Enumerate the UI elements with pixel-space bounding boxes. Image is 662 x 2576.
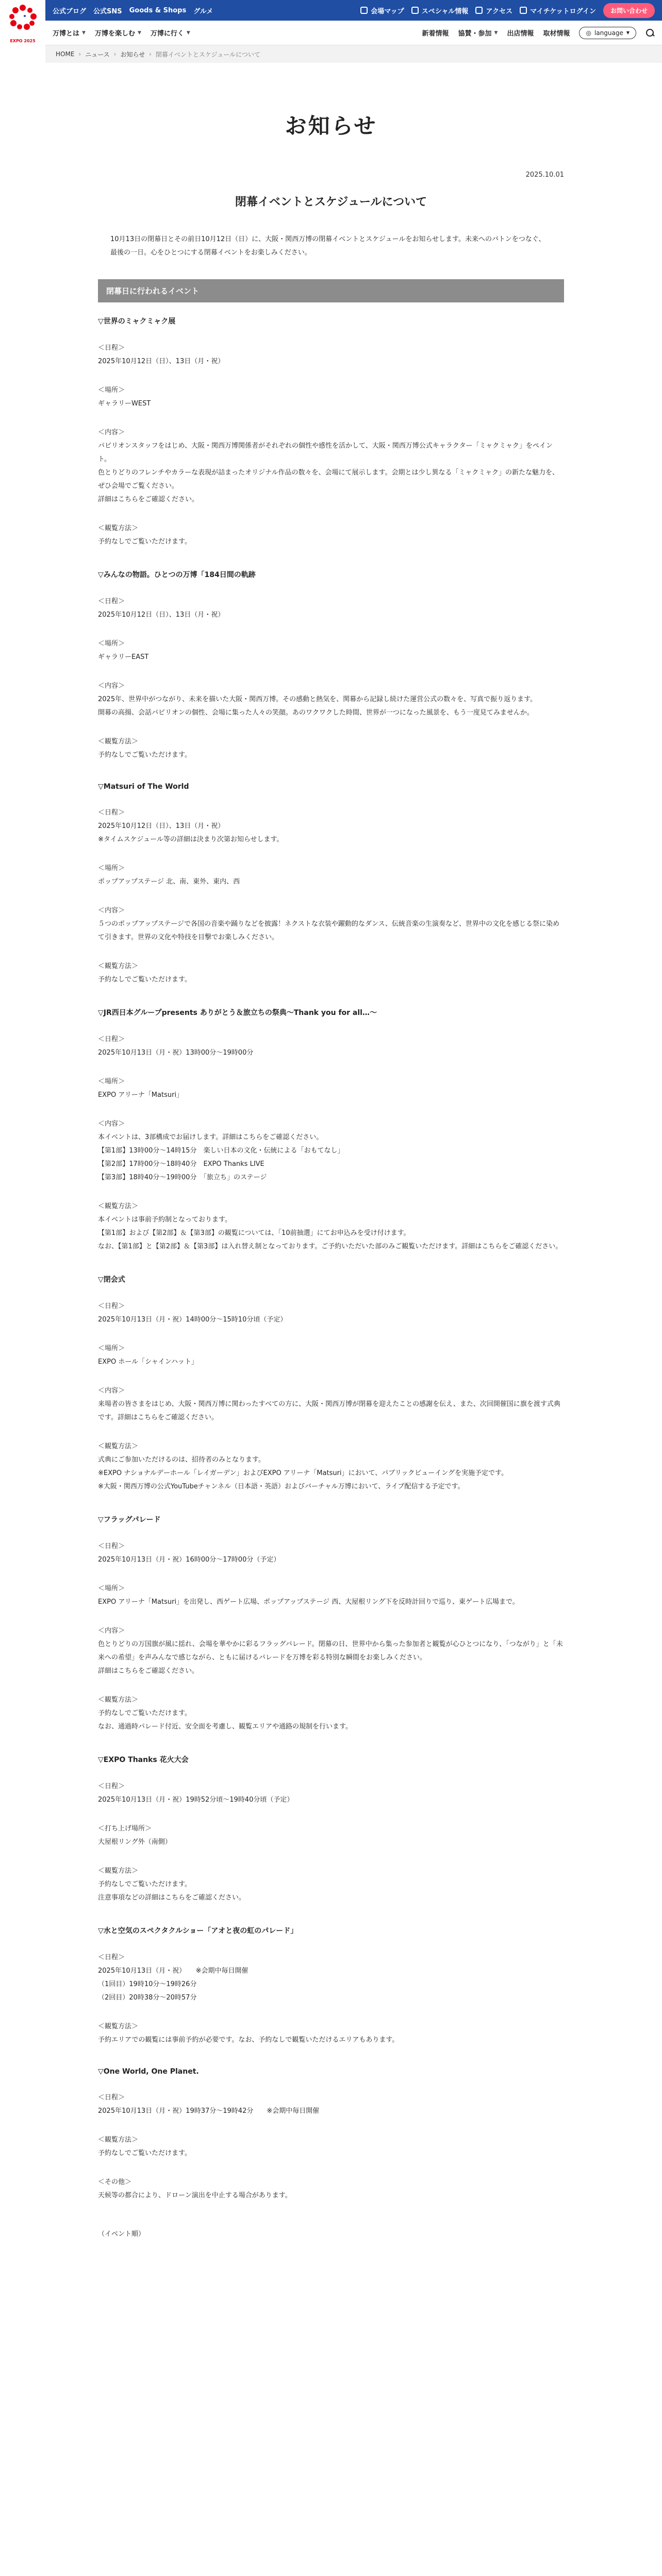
event-item <box>98 569 564 762</box>
event-block-text: 2025年10月12日（日）、13日（月・祝） <box>98 358 225 365</box>
event-block-label: ＜日程＞ <box>98 1302 125 1310</box>
event-block-label: ＜日程＞ <box>98 1036 125 1043</box>
event-block <box>98 1540 564 1567</box>
event-block <box>98 960 564 987</box>
ticket-icon <box>520 7 527 14</box>
breadcrumb-current: 閉幕イベントとスケジュールについて <box>155 50 260 58</box>
event-block <box>98 1693 564 1734</box>
top-link-blog[interactable]: 公式ブログ <box>53 7 87 15</box>
language-label: language <box>594 29 623 37</box>
chevron-down-icon: ▼ <box>82 30 86 36</box>
nav-news[interactable]: 新着情報 <box>422 30 449 38</box>
article <box>98 171 564 2238</box>
article-title: 閉幕イベントとスケジュールについて <box>235 196 427 209</box>
event-block <box>98 1822 564 1849</box>
event-block <box>98 1075 564 1102</box>
event-block <box>98 1440 564 1494</box>
event-block-label: ＜観覧方法＞ <box>98 962 139 970</box>
event-block-label: ＜場所＞ <box>98 1078 125 1086</box>
event-item <box>98 1754 564 1905</box>
event-block-label: ＜日程＞ <box>98 1954 125 1961</box>
event-title: ▽JR西日本グループpresents ありがとう＆旅立ちの祭典～Thank you for all…～ <box>98 1009 377 1017</box>
event-block-text: 2025年10月13日（月・祝）13時00分～19時00分 <box>98 1049 254 1057</box>
event-block-text: EXPO アリーナ「Matsuri」を出発し、西ゲート広場、ポップアップステージ 西、大屋根リング下を反時計回りで巡り、東ゲート広場まで。 <box>98 1598 519 1606</box>
breadcrumb-news[interactable]: ニュース <box>85 50 110 58</box>
nav-sponsor-label: 協賛・参加 <box>458 30 492 38</box>
search-icon[interactable] <box>646 28 655 38</box>
event-title: ▽EXPO Thanks 花火大会 <box>98 1756 189 1764</box>
expo-logo[interactable] <box>0 0 45 45</box>
event-block-label: ＜内容＞ <box>98 1387 125 1395</box>
event-block <box>98 862 564 889</box>
event-item <box>98 1925 564 2047</box>
event-block-label: ＜その他＞ <box>98 2178 132 2186</box>
chevron-down-icon: ▼ <box>137 30 141 36</box>
event-block-label: ＜場所＞ <box>98 1585 125 1592</box>
page-title: お知らせ <box>285 113 377 139</box>
expo-logo-icon <box>6 4 39 42</box>
event-block-label: ＜日程＞ <box>98 344 125 352</box>
nav-sponsor[interactable] <box>458 28 498 38</box>
nav-shop[interactable]: 出店情報 <box>507 30 534 38</box>
event-block-label: ＜内容＞ <box>98 1120 125 1128</box>
event-block <box>98 1582 564 1609</box>
event-block-label: ＜場所＞ <box>98 640 125 648</box>
event-list <box>98 316 564 2202</box>
event-block <box>98 735 564 762</box>
event-block-label: ＜内容＞ <box>98 429 125 436</box>
top-link-ticket-login[interactable] <box>520 6 596 15</box>
event-block-text: 2025年10月13日（月・祝） ※会期中毎日開催 （1回目）19時10分～19時26分 （2回目）20時38分～20時57分 <box>98 1967 249 2002</box>
nav-visit[interactable] <box>151 28 190 38</box>
event-block-text: 予約エリアでの観覧には事前予約が必要です。なお、予約なしで観覧いただけるエリアもあります。 <box>98 2036 399 2044</box>
top-link-goods[interactable]: Goods & Shops <box>129 6 187 14</box>
top-bar <box>45 0 662 21</box>
event-item <box>98 1274 564 1494</box>
event-block-text: 大屋根リング外（南側） <box>98 1838 172 1846</box>
event-title: ▽水と空気のスペクタクルショー「アオと夜の虹のパレード」 <box>98 1927 298 1935</box>
event-block <box>98 637 564 664</box>
event-block-text: パビリオンスタッフをはじめ、大阪・関西万博関係者がそれぞれの個性や感性を活かして、大阪・関西万博公式キャラクター「ミャクミャク」をペイント。 色とりどりのフレンチやカラーな表現が詰まったオリジナル作品の数々を、会場にて展示します。会期とは少し異なる「ミャクミャク」の新たな魅力を、ぜひ会場でご覧ください。 詳細はこちらをご確認ください。 <box>98 442 559 503</box>
event-block-label: ＜観覧方法＞ <box>98 1696 139 1704</box>
chevron-down-icon: ▼ <box>494 30 498 36</box>
event-block <box>98 1200 564 1253</box>
event-title: ▽みんなの物語。ひとつの万博「184日間の軌跡 <box>98 571 256 579</box>
event-block <box>98 1033 564 1060</box>
event-block-label: ＜日程＞ <box>98 1543 125 1550</box>
event-block-label: ＜観覧方法＞ <box>98 1443 139 1450</box>
event-title: ▽世界のミャクミャク展 <box>98 317 176 326</box>
event-block-text: 来場者の皆さまをはじめ、大阪・関西万博に関わったすべての方に、大阪・関西万博が閉幕を迎えたことの感謝を伝え、また、次回開催国に旗を渡す式典です。詳細はこちらをご確認ください。 <box>98 1400 560 1421</box>
event-title: ▽閉会式 <box>98 1276 125 1284</box>
event-block <box>98 1384 564 1425</box>
event-block-text: 本イベントは、3部構成でお届けします。詳細はこちらをご確認ください。 【第1部】13時00分～14時15分 楽しい日本の文化・伝統による「おもてなし」 【第2部】17時00分～18時40分 EXPO Thanks LIVE 【第3部】18時40分～19時00分 「旅立ち」のステージ <box>98 1133 344 1181</box>
event-block <box>98 2176 564 2202</box>
breadcrumb-separator: › <box>113 50 117 58</box>
event-block <box>98 1865 564 1905</box>
event-block <box>98 1342 564 1369</box>
event-block-text: 本イベントは事前予約制となっております。 【第1部】および【第2部】＆【第3部】の観覧については、「10前抽選」にてお申込みを受け付けます。 なお、【第1部】と【第2部】＆【第3部】は入れ替え制となっております。ご予約いただいた部のみご観覧いただけます。詳細はこちらをご確認ください。 <box>98 1216 562 1250</box>
event-title: ▽One World, One Planet. <box>98 2067 199 2076</box>
event-block-label: ＜観覧方法＞ <box>98 524 139 532</box>
top-link-map[interactable] <box>360 6 404 15</box>
event-block-label: ＜観覧方法＞ <box>98 1202 139 1210</box>
logo-text: EXPO 2025 <box>10 39 36 43</box>
breadcrumb-separator: › <box>149 50 152 58</box>
event-item <box>98 783 564 987</box>
event-block-label: ＜場所＞ <box>98 1345 125 1352</box>
event-block-text: 2025年10月13日（月・祝）19時37分～19時42分 ※会期中毎日開催 <box>98 2107 320 2115</box>
event-block-label: ＜日程＞ <box>98 2094 125 2102</box>
event-item <box>98 1007 564 1253</box>
event-block-label: ＜内容＞ <box>98 682 125 690</box>
event-block <box>98 1117 564 1184</box>
event-title: ▽フラッグパレード <box>98 1516 161 1524</box>
event-item <box>98 316 564 549</box>
nav-enjoy-label: 万博を楽しむ <box>94 30 135 38</box>
event-block-text: 式典にご参加いただけるのは、招待者のみとなります。 ※EXPO ナショナルデーホール「レイガーデン」およびEXPO アリーナ「Matsuri」において、パブリックビューイングを実施予定です。 ※大阪・関西万博の公式YouTubeチャンネル（日本語・英語）およびバーチャル万博において、ライブ配信する予定です。 <box>98 1456 508 1490</box>
nav-enjoy[interactable] <box>95 28 141 38</box>
event-block <box>98 680 564 720</box>
top-link-access-label: アクセス <box>486 7 513 15</box>
section-heading: 閉幕日に行われるイベント <box>98 279 564 302</box>
nav-press[interactable]: 取材情報 <box>543 30 570 38</box>
event-block-text: EXPO アリーナ「Matsuri」 <box>98 1091 184 1099</box>
event-block-label: ＜観覧方法＞ <box>98 2136 139 2144</box>
event-block <box>98 2020 564 2047</box>
event-block-label: ＜日程＞ <box>98 1783 125 1790</box>
event-block-text: ギャラリーWEST <box>98 400 151 408</box>
event-block <box>98 522 564 549</box>
top-link-special-label: スペシャル情報 <box>421 7 469 15</box>
event-block-text: 色とりどりの万国旗が風に揺れ、会場を華やかに彩るフラッグパレード。閉幕の日、世界中から集った参加者と観覧が心ひとつになり、「つながり」と「未来への希望」を声みんなで感じながら、ともに届けるパレードを万博を彩る特別な瞬間をお楽しみください。 詳細はこちらをご確認ください。 <box>98 1640 563 1675</box>
event-title: ▽Matsuri of The World <box>98 783 189 791</box>
event-block <box>98 1951 564 2005</box>
chevron-down-icon: ▼ <box>186 30 190 36</box>
star-icon <box>411 7 419 14</box>
event-block <box>98 806 564 846</box>
event-block-label: ＜打ち上げ場所＞ <box>98 1825 152 1833</box>
event-block-label: ＜場所＞ <box>98 386 125 394</box>
main-nav <box>45 21 662 45</box>
event-item <box>98 2067 564 2202</box>
event-block <box>98 1300 564 1327</box>
contact-button[interactable]: お問い合わせ <box>603 3 655 18</box>
event-block-text: 予約なしでご覧いただけます。 <box>98 751 191 759</box>
event-block <box>98 595 564 622</box>
event-block-label: ＜観覧方法＞ <box>98 2023 139 2030</box>
event-block <box>98 1780 564 1807</box>
event-block-text: 2025年10月13日（月・祝）14時00分～15時10分頃（予定） <box>98 1316 287 1324</box>
event-block <box>98 1624 564 1678</box>
train-icon <box>475 7 483 14</box>
event-block-label: ＜内容＞ <box>98 1627 125 1635</box>
event-block-label: ＜日程＞ <box>98 598 125 605</box>
event-block-label: ＜場所＞ <box>98 865 125 872</box>
article-intro: 10月13日の閉幕日とその前日10月12日（日）に、大阪・関西万博の閉幕イベントとスケジュールをお知らせします。未来へのバトンをつなぐ、最後の一日。心をひとつにする閉幕イベントをお楽しみください。 <box>110 235 545 257</box>
event-block-text: 予約なしでご覧いただけます。 なお、通過時パレード付近、安全面を考慮し、観覧エリアや通路の規制を行います。 <box>98 1709 352 1731</box>
event-block-text: 2025年10月13日（月・祝）16時00分～17時00分（予定） <box>98 1556 280 1564</box>
event-block-label: ＜観覧方法＞ <box>98 738 139 745</box>
event-item <box>98 1514 564 1734</box>
event-block-text: 予約なしでご覧いただけます。 <box>98 538 191 546</box>
breadcrumb-home[interactable]: HOME <box>56 50 75 58</box>
event-block-text: ポップアップステージ 北、南、東外、東内、西 <box>98 878 240 886</box>
event-block <box>98 904 564 944</box>
event-block-label: ＜日程＞ <box>98 809 125 817</box>
event-block <box>98 2133 564 2160</box>
top-link-sns[interactable]: 公式SNS <box>93 7 122 15</box>
event-block-label: ＜内容＞ <box>98 907 125 914</box>
event-block-text: EXPO ホール「シャインハット」 <box>98 1358 198 1366</box>
article-date: 2025.10.01 <box>525 171 564 179</box>
event-block <box>98 2091 564 2118</box>
top-link-map-label: 会場マップ <box>371 7 404 15</box>
footer-decoration <box>0 2566 662 2576</box>
nav-about[interactable] <box>53 28 86 38</box>
top-link-access[interactable] <box>475 6 512 15</box>
event-block-text: 天候等の都合により、ドローン演出を中止する場合があります。 <box>98 2192 292 2199</box>
closing-note: （イベント順） <box>98 2230 145 2238</box>
breadcrumb <box>45 45 662 63</box>
event-block-text: 2025年、世界中がつながり、未来を描いた大阪・関西万博。その感動と熱気を、関幕から記録し続けた運営公式の数々を、写真で振り返ります。 開幕の高揚、会話パビリオンの個性、会場に集った人々の笑顔。あのワクワクした時間、世界が一つになった風景を、もう一度見てみませんか。 <box>98 696 537 717</box>
event-block-text: 2025年10月13日（月・祝）19時52分頃～19時40分頃（予定） <box>98 1796 294 1804</box>
nav-visit-label: 万博に行く <box>150 30 184 38</box>
chevron-down-icon: ▼ <box>626 30 630 35</box>
top-link-special[interactable] <box>411 6 469 15</box>
map-icon <box>360 7 368 14</box>
event-block-text: 予約なしでご覧いただけます。 <box>98 976 191 984</box>
event-block <box>98 384 564 411</box>
language-button[interactable] <box>579 27 636 39</box>
top-link-gourmet[interactable]: グルメ <box>193 7 213 15</box>
event-block-text: 2025年10月12日（日）、13日（月・祝） ※タイムスケジュール等の詳細は決まり次第お知らせします。 <box>98 822 284 843</box>
event-block-text: 予約なしでご覧いただけます。 <box>98 2149 191 2157</box>
top-link-ticket-label: マイチケットログイン <box>530 7 596 15</box>
event-block-text: 予約なしでご覧いただけます。 注意事項などの詳細はこちらをご確認ください。 <box>98 1880 246 1902</box>
breadcrumb-notices[interactable]: お知らせ <box>120 50 145 58</box>
nav-about-label: 万博とは <box>53 30 80 38</box>
event-block <box>98 342 564 368</box>
globe-icon: ◎ <box>586 29 591 37</box>
event-block <box>98 426 564 506</box>
event-block-text: ５つのポップアップステージで各国の音楽や踊りなどを披露！ネクストな衣装や躍動的なダンス、伝統音楽の生演奏など、世界中の文化を感じる祭に染めて引きます。世界の文化や特技を目撃でお楽しみください。 <box>98 920 560 941</box>
event-block-label: ＜観覧方法＞ <box>98 1867 139 1875</box>
breadcrumb-separator: › <box>78 50 81 58</box>
event-block-text: 2025年10月12日（日）、13日（月・祝） <box>98 611 225 619</box>
event-block-text: ギャラリーEAST <box>98 653 149 661</box>
